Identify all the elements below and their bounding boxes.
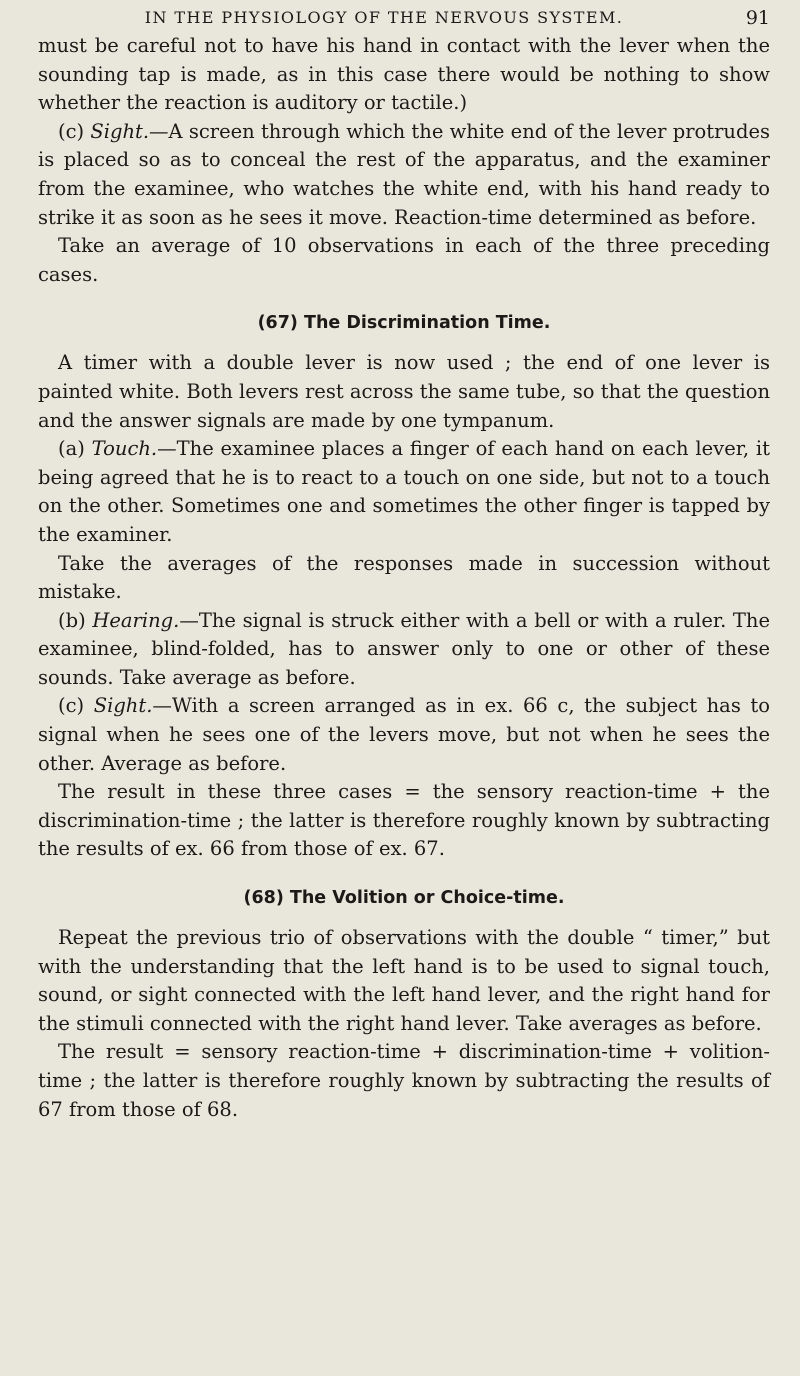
page-number: 91 <box>745 7 770 29</box>
item-term: Hearing. <box>92 608 180 632</box>
paragraph-average-note: Take an average of 10 observations in each of the three preceding cases. <box>38 234 770 286</box>
paragraph-averages: Take the averages of the responses made in succession without mistake. <box>38 551 770 604</box>
item-text: —The signal is struck either with a bell or with a ruler. The examinee, blind-folded, has to answer only to one or other of these sounds. Take average as before. <box>38 608 771 689</box>
item-label: (c) <box>58 119 91 143</box>
item-text: —With a screen arranged as in ex. 66 c, the subject has to signal when he sees one of the levers move, but not when he sees the other. Average as before. <box>38 694 770 775</box>
section-heading-67: (67) The Discrimination Time. <box>257 313 551 334</box>
section-heading-68: (68) The Volition or Choice-time. <box>243 888 565 909</box>
item-term: Sight. <box>93 694 153 718</box>
item-label: (a) <box>58 437 92 461</box>
item-label: (c) <box>58 694 94 718</box>
paragraph-sight-reaction <box>38 118 770 232</box>
paragraph-hearing <box>38 607 770 693</box>
paragraph-double-lever: A timer with a double lever is now used ; the end of one lever is painted white. Both levers rest across the same tube, so that the question and the answer signals are made by one tympanum. <box>38 351 770 432</box>
running-head <box>38 4 770 32</box>
item-text: —The examinee places a finger of each hand on each lever, it being agreed that he is to react to a touch on one side, but not to a touch on the other. Sometimes one and sometimes the other finger is tapped by the examiner. <box>38 437 770 546</box>
paragraph-repeat-trio: Repeat the previous trio of observations with the double “ timer,” but with the understanding that the left hand is to be used to signal touch, sound, or sight connected with the left hand lever, and the right hand for the stimuli connected with the right hand lever. Take averages as before. <box>38 926 770 1035</box>
item-term: Touch. <box>91 437 158 461</box>
item-text: —A screen through which the white end of the lever protrudes is placed so as to conceal the rest of the apparatus, and the examiner from the examinee, who watches the white end, with his hand ready to strike it as soon as he sees it move. Reaction-time determined as before. <box>38 119 770 229</box>
paragraph-touch <box>38 435 770 549</box>
running-head-title: IN THE PHYSIOLOGY OF THE NERVOUS SYSTEM. <box>144 8 624 27</box>
item-term: Sight. <box>90 119 150 143</box>
paragraph-sight-discrimination <box>38 692 770 778</box>
item-label: (b) <box>58 608 93 632</box>
paragraph-volition-result: The result = sensory reaction-time + discrimination-time + volition-time ; the latter is therefore roughly known by subtracting the results of 67 from those of 68. <box>38 1040 770 1121</box>
paragraph-continuation: must be careful not to have his hand in contact with the lever when the sounding tap is made, as in this case there would be nothing to show whether the reaction is auditory or tactile.) <box>38 34 770 115</box>
paragraph-discrimination-result: The result in these three cases = the sensory reaction-time + the discrimination-time ; the latter is therefore roughly known by subtracting the results of ex. 66 from those of ex. 67. <box>38 780 770 861</box>
